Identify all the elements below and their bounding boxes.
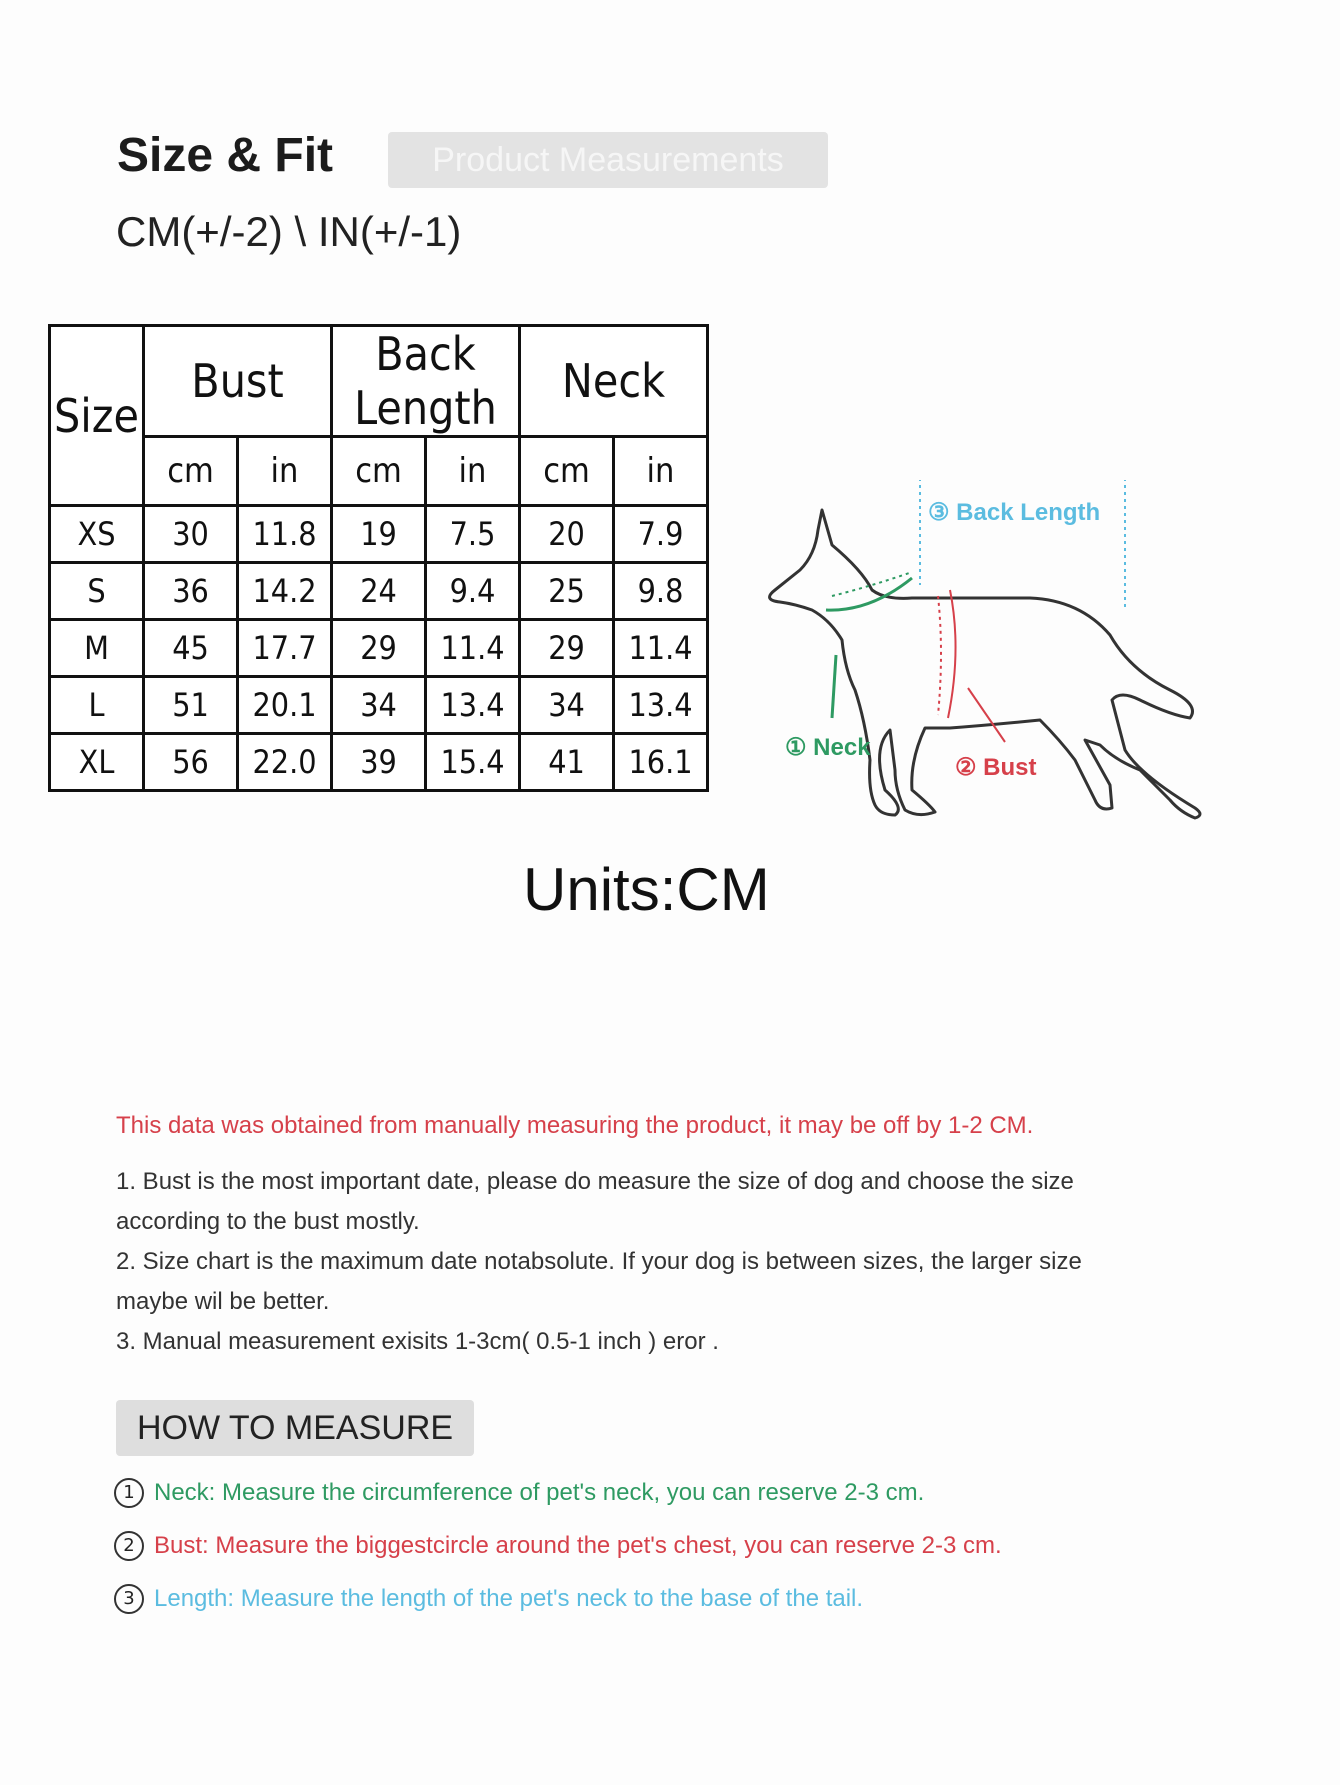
table-cell: 15.4 bbox=[426, 734, 520, 791]
size-cell: XS bbox=[50, 506, 144, 563]
table-row bbox=[50, 677, 708, 734]
table-cell: 51 bbox=[144, 677, 238, 734]
table-cell: 36 bbox=[144, 563, 238, 620]
table-row bbox=[50, 563, 708, 620]
bust-pointer bbox=[968, 688, 1005, 742]
table-cell: 9.4 bbox=[426, 563, 520, 620]
table-cell: 34 bbox=[520, 677, 614, 734]
size-cell: L bbox=[50, 677, 144, 734]
table-cell: 16.1 bbox=[614, 734, 708, 791]
measure-neck-text: Neck: Measure the circumference of pet's neck, you can reserve 2-3 cm. bbox=[154, 1479, 925, 1506]
neck-label: ① Neck bbox=[785, 734, 871, 761]
bust-header: Bust bbox=[144, 326, 332, 437]
page-title: Size & Fit bbox=[117, 129, 334, 182]
table-cell: 20 bbox=[520, 506, 614, 563]
note-item: 1. Bust is the most important date, please do measure the size of dog and choose the size according to the bust mostly. bbox=[116, 1168, 1074, 1235]
number-3-icon: 3 bbox=[114, 1584, 144, 1614]
table-cell: 34 bbox=[332, 677, 426, 734]
table-cell: 45 bbox=[144, 620, 238, 677]
bust-line bbox=[948, 590, 956, 718]
neck-header: Neck bbox=[520, 326, 708, 437]
measure-bust-instruction bbox=[114, 1531, 1002, 1561]
dog-measurement-diagram bbox=[760, 480, 1210, 840]
disclaimer-text: This data was obtained from manually measuring the product, it may be off by 1-2 CM. bbox=[116, 1112, 1034, 1139]
table-cell: 22.0 bbox=[238, 734, 332, 791]
size-cell: M bbox=[50, 620, 144, 677]
table-cell: 19 bbox=[332, 506, 426, 563]
back-length-label: ③ Back Length bbox=[928, 499, 1101, 526]
table-cell: 24 bbox=[332, 563, 426, 620]
table-row bbox=[50, 734, 708, 791]
size-header: Size bbox=[50, 326, 144, 506]
table-cell: 9.8 bbox=[614, 563, 708, 620]
measure-bust-text: Bust: Measure the biggestcircle around the pet's chest, you can reserve 2-3 cm. bbox=[154, 1532, 1002, 1559]
size-cell: XL bbox=[50, 734, 144, 791]
table-row bbox=[50, 620, 708, 677]
how-to-measure-heading: HOW TO MEASURE bbox=[116, 1400, 474, 1456]
table-cell: 56 bbox=[144, 734, 238, 791]
size-table bbox=[48, 324, 709, 792]
measure-neck-instruction bbox=[114, 1478, 924, 1508]
measure-length-text: Length: Measure the length of the pet's neck to the base of the tail. bbox=[154, 1585, 864, 1612]
back-length-header: Back Length bbox=[332, 326, 520, 437]
unit-header: in bbox=[238, 437, 332, 506]
table-cell: 11.4 bbox=[426, 620, 520, 677]
table-row bbox=[50, 506, 708, 563]
table-cell: 13.4 bbox=[614, 677, 708, 734]
table-cell: 41 bbox=[520, 734, 614, 791]
table-cell: 14.2 bbox=[238, 563, 332, 620]
size-cell: S bbox=[50, 563, 144, 620]
table-cell: 11.4 bbox=[614, 620, 708, 677]
unit-header: cm bbox=[144, 437, 238, 506]
product-measurements-badge: Product Measurements bbox=[388, 132, 828, 188]
unit-header: cm bbox=[332, 437, 426, 506]
unit-header: cm bbox=[520, 437, 614, 506]
table-cell: 13.4 bbox=[426, 677, 520, 734]
table-cell: 29 bbox=[332, 620, 426, 677]
table-cell: 7.5 bbox=[426, 506, 520, 563]
table-cell: 20.1 bbox=[238, 677, 332, 734]
note-item: 2. Size chart is the maximum date notabsolute. If your dog is between sizes, the larger size maybe wil be better. bbox=[116, 1248, 1082, 1315]
table-cell: 25 bbox=[520, 563, 614, 620]
tolerance-note: CM(+/-2) \ IN(+/-1) bbox=[116, 208, 462, 255]
bust-label: ② Bust bbox=[955, 754, 1037, 781]
table-cell: 17.7 bbox=[238, 620, 332, 677]
table-cell: 39 bbox=[332, 734, 426, 791]
units-label: Units:CM bbox=[523, 856, 770, 923]
number-1-icon: 1 bbox=[114, 1478, 144, 1508]
unit-header: in bbox=[426, 437, 520, 506]
table-cell: 29 bbox=[520, 620, 614, 677]
measure-length-instruction bbox=[114, 1584, 863, 1614]
table-cell: 11.8 bbox=[238, 506, 332, 563]
table-cell: 7.9 bbox=[614, 506, 708, 563]
table-cell: 30 bbox=[144, 506, 238, 563]
note-item: 3. Manual measurement exisits 1-3cm( 0.5-1 inch ) eror . bbox=[116, 1328, 719, 1355]
neck-collar-dotted bbox=[832, 572, 912, 596]
number-2-icon: 2 bbox=[114, 1531, 144, 1561]
neck-pointer bbox=[832, 655, 836, 718]
unit-header: in bbox=[614, 437, 708, 506]
bust-line-dotted bbox=[938, 596, 941, 715]
